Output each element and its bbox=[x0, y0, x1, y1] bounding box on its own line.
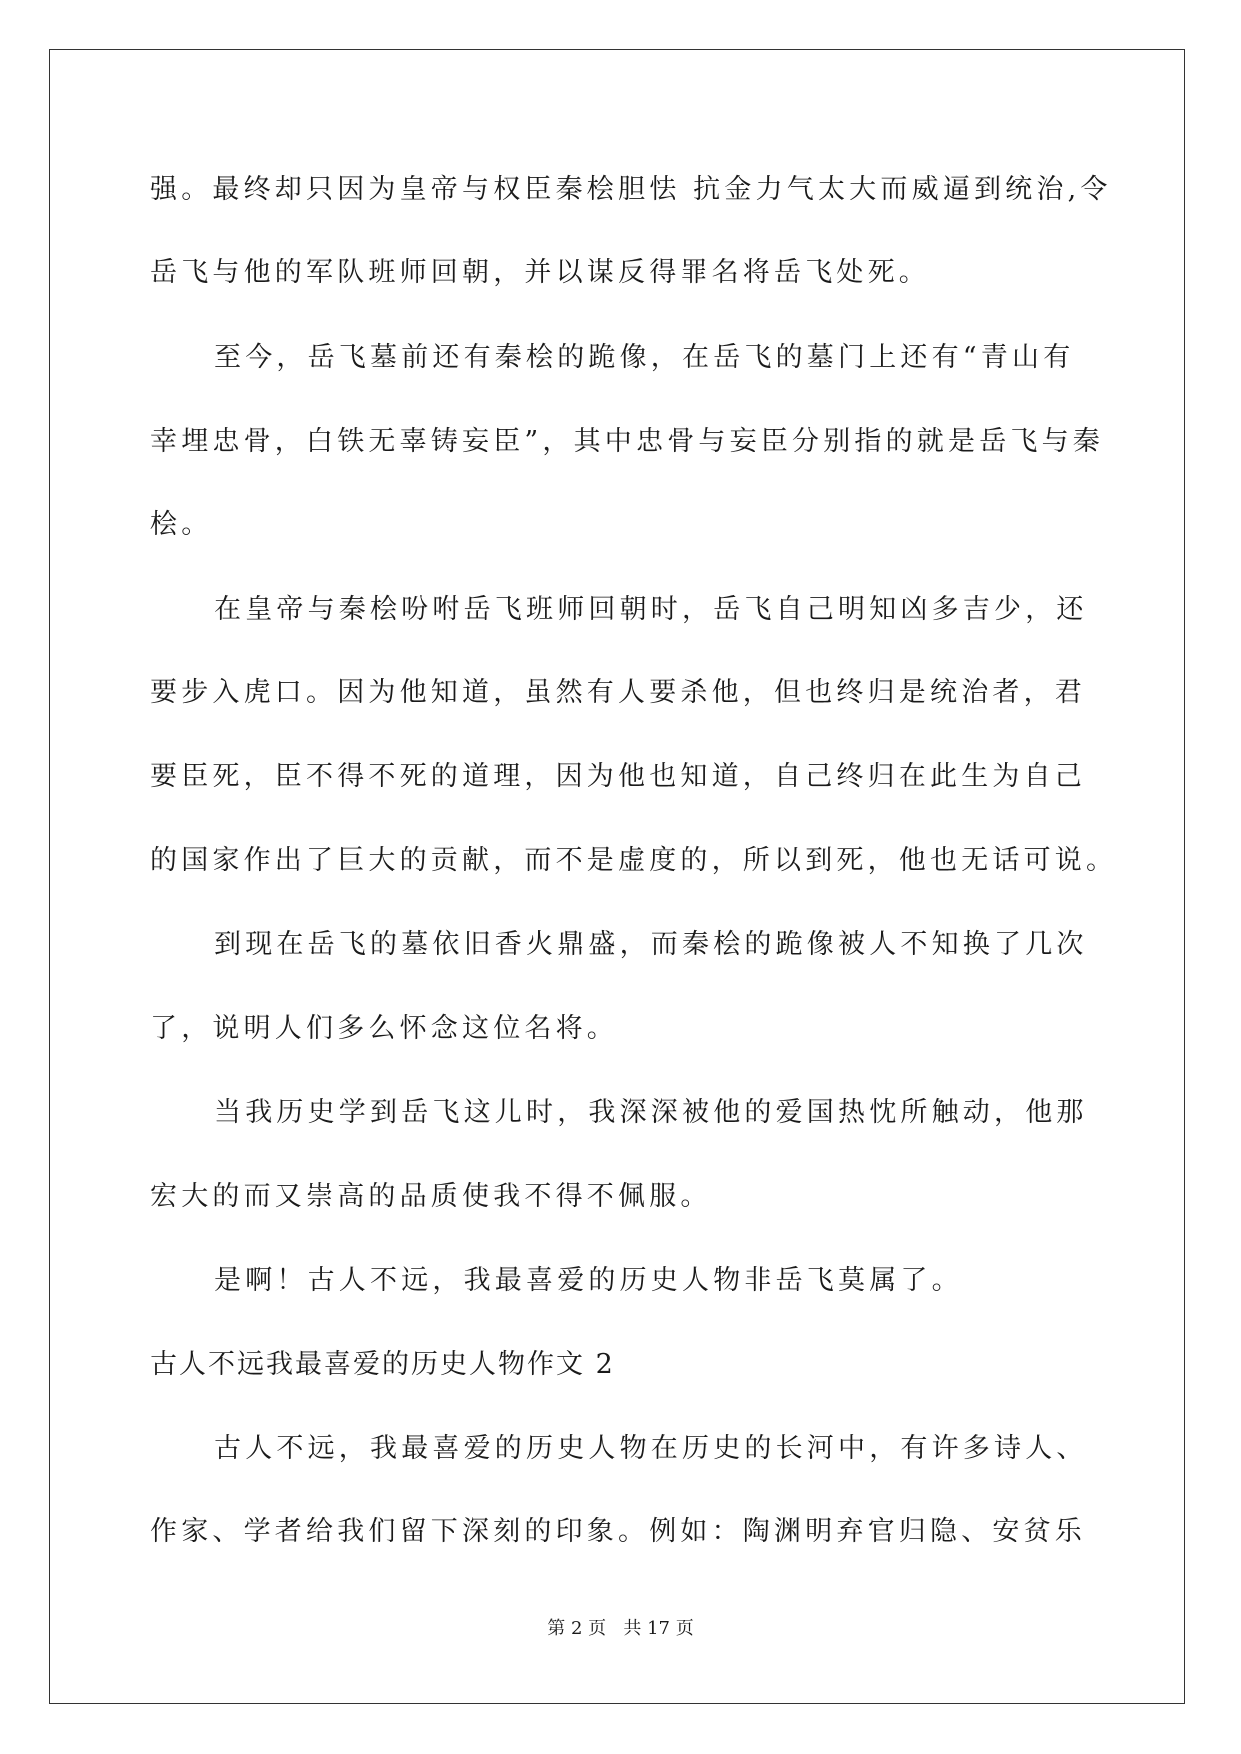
text-line: 幸埋忠骨，白铁无辜铸妄臣”，其中忠骨与妄臣分别指的就是岳飞与秦 bbox=[150, 426, 1105, 457]
total-pages: 共 17 页 bbox=[623, 1618, 694, 1639]
paragraph-start-line: 是啊！古人不远，我最喜爱的历史人物非岳飞莫属了。 bbox=[214, 1265, 963, 1296]
text-line: 强。最终却只因为皇帝与权臣秦桧胆怯 抗金力气太大而威逼到统治,令 bbox=[150, 174, 1112, 205]
text-line: 要步入虎口。因为他知道，虽然有人要杀他，但也终归是统治者，君 bbox=[150, 677, 1086, 708]
page-number: 第 2 页 bbox=[547, 1618, 607, 1639]
paragraph-start-line: 到现在岳飞的墓依旧香火鼎盛，而秦桧的跪像被人不知换了几次 bbox=[214, 929, 1088, 960]
paragraph-start-line: 至今，岳飞墓前还有秦桧的跪像，在岳飞的墓门上还有“青山有 bbox=[214, 342, 1075, 373]
paragraph-start-line: 古人不远，我最喜爱的历史人物在历史的长河中，有许多诗人、 bbox=[214, 1433, 1088, 1464]
paragraph-start-line: 在皇帝与秦桧吩咐岳飞班师回朝时，岳飞自己明知凶多吉少，还 bbox=[214, 594, 1088, 625]
text-line: 岳飞与他的军队班师回朝，并以谋反得罪名将岳飞处死。 bbox=[150, 257, 930, 288]
text-line: 桧。 bbox=[150, 509, 213, 540]
text-line: 的国家作出了巨大的贡献，而不是虚度的，所以到死，他也无话可说。 bbox=[150, 845, 1118, 876]
text-line: 要臣死，臣不得不死的道理，因为他也知道，自己终归在此生为自己 bbox=[150, 761, 1086, 792]
text-line: 宏大的而又崇高的品质使我不得不佩服。 bbox=[150, 1181, 712, 1212]
paragraph-start-line: 当我历史学到岳飞这儿时，我深深被他的爱国热忱所触动，他那 bbox=[214, 1097, 1088, 1128]
section-heading: 古人不远我最喜爱的历史人物作文 2 bbox=[150, 1349, 615, 1380]
page-footer bbox=[0, 1617, 1241, 1641]
text-line: 了，说明人们多么怀念这位名将。 bbox=[150, 1013, 618, 1044]
text-line: 作家、学者给我们留下深刻的印象。例如：陶渊明弃官归隐、安贫乐 bbox=[150, 1516, 1086, 1547]
